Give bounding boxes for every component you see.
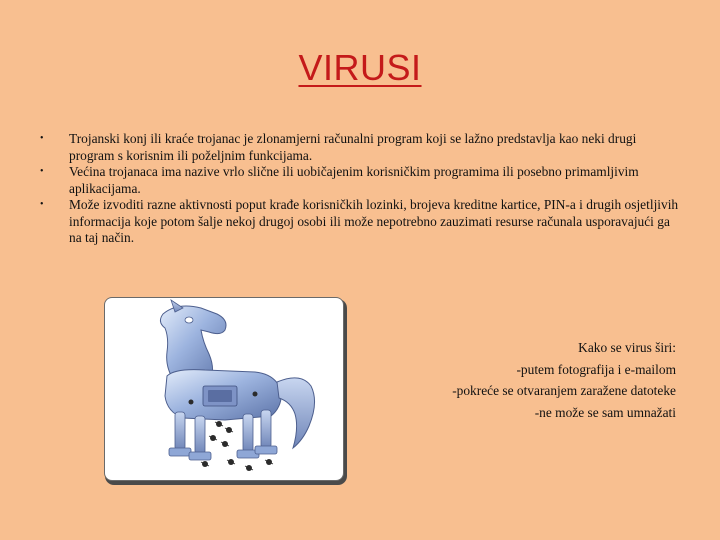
slide-title [0, 44, 720, 92]
bullet-list [40, 131, 680, 247]
bullet-text: Trojanski konj ili kraće trojanac je zlonamjerni računalni program koji se lažno predstavlja kao neki drugi program s korisnim ili poželjnim funkcijama. [69, 131, 637, 163]
spread-line: -ne može se sam umnažati [534, 404, 676, 420]
spread-line: -pokreće se otvaranjem zaražene datoteke [452, 383, 676, 398]
bullet-item [40, 197, 680, 247]
bullet-item [40, 131, 680, 164]
trojan-horse-picture [105, 298, 343, 480]
bullet-marker: • [40, 133, 44, 144]
trojan-horse-robot-icon [105, 298, 343, 480]
spread-heading: Kako se virus širi: [578, 340, 676, 355]
spread-line: -putem fotografija i e-mailom [516, 361, 676, 377]
slide-title-text: VIRUSI [298, 47, 422, 88]
virus-spread-box [356, 337, 676, 423]
bullet-text: Većina trojanaca ima nazive vrlo slične ili uobičajenim korisničkim programima ili posebno primamljivim aplikacijama. [69, 164, 639, 196]
bullet-item [40, 164, 680, 197]
bullet-marker: • [40, 166, 44, 177]
bullet-text: Može izvoditi razne aktivnosti poput krađe korisničkih lozinki, brojeva kreditne kartice, PIN-a i drugih osjetljivih informacija koje potom šalje nekoj drugoj osobi ili može nepotrebno zauzimati resurse računala usporavajući ga na taj način. [69, 197, 679, 245]
bullet-marker: • [40, 199, 44, 210]
